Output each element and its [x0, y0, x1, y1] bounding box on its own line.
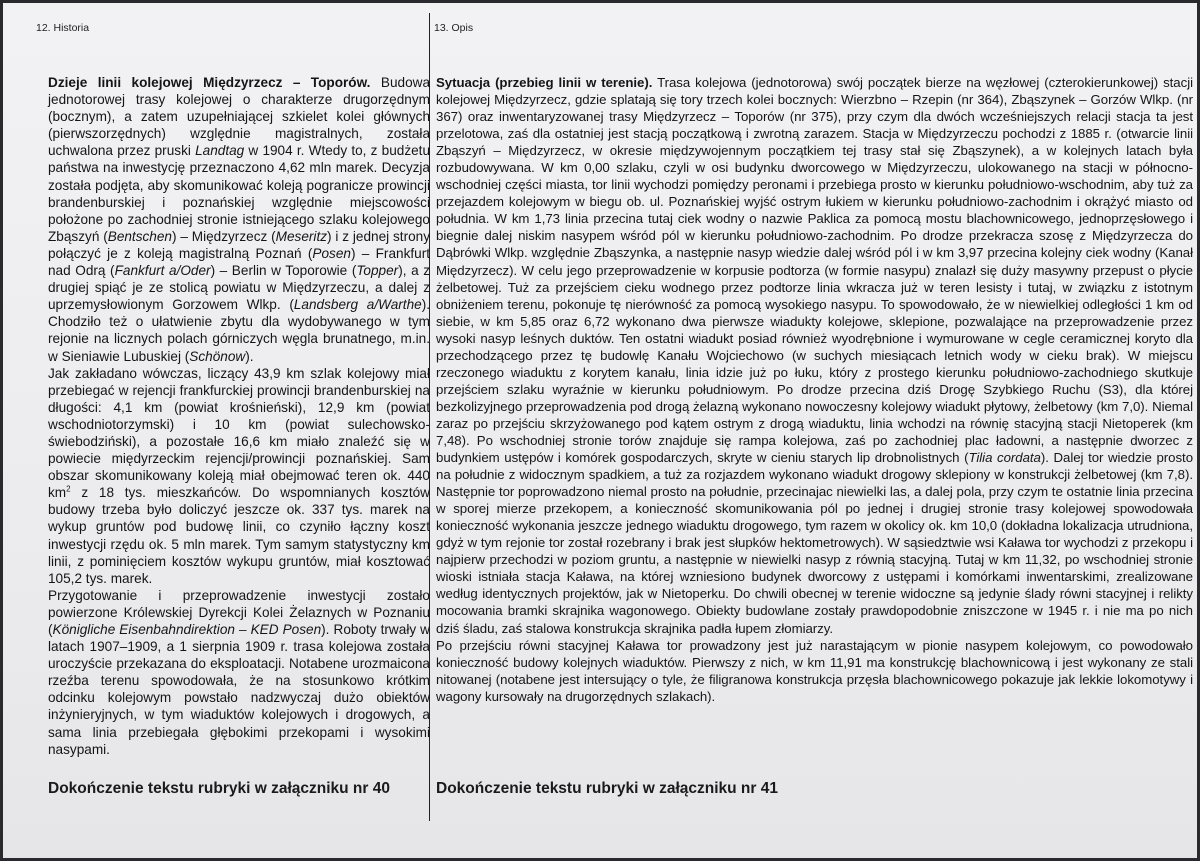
paragraph: Jak zakładano wówczas, liczący 43,9 km szlak kolejowy miał przebiegać w rejencji frankfurckiej prowincji brandenburskiej na długości: 4,1 km (powiat krośnieński), 12,9 km (powiat wschodniotorzymski) i 10 km (powiat sulechowsko-świebodziński), a pozostałe 16,6 km miało znaleźć się w powiecie międyrzeckim rejencji/prowincji poznańskiej. Sam obszar skomunikowany koleją miał obejmować teren ok. 440 $km^2$ z 18 tys. mieszkańców. Do wspomnianych kosztów budowy trzeba było doliczyć jeszcze ok. 337 tys. marek na wykup gruntów pod budowę linii, co czyniło łączny koszt inwestycji rzędu ok. 5 mln marek. Tym samym statystyczny km linii, z pominięciem kosztów wykupu gruntów, miał kosztować 105,2 tys. marek.: [48, 365, 430, 586]
paragraph: Po przejściu równi stacyjnej Kaława tor prowadzony jest już narastającym w pionie nasypem kolejowym, co powodowało konieczność budowy kolejnych wiaduktów. Pierwszy z nich, w km 11,91 ma konstrukcję blachownicową i jest wykonany ze stali nitowanej (notabene jest intersujący o tyle, że filigranowa konstrukcja przęsła blachownicowego pokazuje jak lekkie lokomotywy i wagony kursowały na drugorzędnych szlakach).: [436, 637, 1193, 704]
continuation-note-description: Dokończenie tekstu rubryki w załączniku nr 41: [436, 780, 778, 797]
history-text-column: [48, 74, 430, 758]
paragraph: Sytuacja (przebieg linii w terenie). Trasa kolejowa (jednotorowa) swój początek bierze na węzłowej (czterokierunkowej) stacji kolejowej Międzyrzecz, gdzie splatają się tory trzech kolei bocznych: Wierzbno – Rzepin (nr 364), Zbąszynek – Gorzów Wlkp. (nr 367) oraz inwentaryzowanej trasy Międzyrzecz – Toporów (nr 375), przy czym dla dwóch wcześniejszych relacji stacja ta jest przelotowa, zaś dla ostatniej jest stacją początkową i zwrotną zarazem. Stacja w Międzyrzeczu pochodzi z 1885 r. (otwarcie linii Zbąszyń – Międzyrzecz, w okresie międzywojennym początkiem tej trasy stał się Zbąszynek), a w kolejnych latach była rozbudowywana. W km 0,00 szlaku, czyli w osi budynku dworcowego w Międzyrzeczu, ulokowanego na stacji w północno-wschodniej części miasta, tor linii wychodzi pomiędzy peronami i przebiega prosto w kierunku południowo-wschodnim, aby tuż za przejazdem kolejowym w biegu ob. ul. Poznańskiej wyjść ostrym łukiem w kierunku południowo-zachodnim i okrążyć miasto od południa. W km 1,73 linia przecina tutaj ciek wodny o nazwie Paklica za pomocą mostu blachownicowego, jednoprzęsłowego i biegnie dalej niskim nasypem wśród pól w kierunku południowo-zachodnim. Po drodze przekracza szosę z Międzyrzecza do Dąbrówki Wlkp. względnie Zbąszynka, a następnie nasyp wiedzie dalej wśród pól i w km 3,97 przecina kolejny ciek wodny (Kanał Międzyrzecz). W celu jego przeprowadzenie w korpusie podtorza (w formie nasypu) znalazł się duży masywny przepust o płycie żelbetowej. Tuż za przejściem cieku wodnego przez podtorze linia wkracza już w teren lesisty i tutaj, w związku z istotnym obniżeniem terenu, pokonuje tę nierówność za pomocą wysokiego nasypu. To spowodowało, że w niewielkiej odległości 1 km od siebie, w km 5,85 oraz 6,72 wykonano dwa pierwsze wiadukty kolejowe, sklepione, pozwalające na przeprowadzenie przez wysoki nasyp leśnych duktów. Ten ostatni wiadukt posiad również wyodrębnione i wymurowane w cegle ceramicznej koryto dla przechodzącego przez tę budowlę Kanału Wojciechowo (w suchych miesiącach letnich wody w cieku brak). W miejscu rzeczonego wiaduktu z korytem kanału, linia idzie już po łuku, który z prostego kierunku południowo-zachodniego skutkuje przejściem szlaku wyraźnie w kierunku południowym. Po drodze przecina dziś Drogę Szybkiego Ruchu (S3), dla której bezkolizyjnego przeprowadzenia pod drogą żelazną wykonano nowoczesny kolejowy wiadukt płytowy, żelbetowy (km 7,0). Niemal zaraz po przejściu skrzyżowanego pod kątem ostrym z drogą wiaduktu, linia wchodzi na równię stacyjną stacji Nietoperek (km 7,48). Po wschodniej stronie torów znajduje się rampa kolejowa, zaś po zachodniej plac ładowni, a następnie dworzec z budynkiem ustępów i komórek gospodarczych, skryte w cieniu starych lip drobnolistnych (Tilia cordata). Dalej tor wiedzie prosto na południe z widocznym spadkiem, a tuż za rozjazdem wykonano wiadukt drogowy sklepiony w konstrukcji żelbetowej (km 7,8). Następnie tor poprowadzono niemal prosto na południe, przecinajac niewielki las, a dalej pola, przy czym te ostatnie linia przecina w sporej mierze przekopem, a konieczność skomunikowania pól po jednej i drugiej stronie trasy kolejowej spowodowała konieczność wykonania jeszcze jednego wiaduktu drogowego, tym razem w okolicy ok. km 10,0 (dokładna lokalizacja utrudniona, gdyż w tym rejonie tor został rozebrany i brak jest słupków hektometrowych). W sąsiedztwie wsi Kaława tor wychodzi z przekopu i najpierw przechodzi w poziom gruntu, a następnie w niewielki nasyp z równią stacyjną. Tutaj w km 11,32, po wschodniej stronie wioski istniała stacja Kaława, na której wzniesiono budynek dworcowy z ustępami i komórkami inwentarskimi, zrealizowane według identycznych projektów, jak w Nietoperku. Do chwili obecnej w terenie widoczne są jedynie ślady równi stacyjnej i relikty mocowania bramki skrajnika wagonowego. Obiekty budowlane zostały prawdopodobnie zniszczone w 1945 r. i nie ma po nich dziś śladu, zaś stalowa konstrukcja skrajnika padła łupem złomiarzy.: [436, 75, 1194, 636]
paragraph: Dzieje linii kolejowej Międzyrzecz – Toporów. Budowa jednotorowej trasy kolejowej o charakterze drugorzędnym (bocznym), a zatem uzupełniającej szkielet kolei głównych (pierwszorzędnych) względnie magistralnych, została uchwalona przez pruski Landtag w 1904 r. Wtedy to, z budżetu państwa na inwestycję przeznaczono 4,62 mln marek. Decyzja została podjęta, aby skomunikować koleją pogranicze prowincji brandenburskiej i poznańskiej względnie miejscowości położone po zachodniej stronie istniejącego szlaku kolejowego Zbąszyń (Bentschen) – Międzyrzecz (Meseritz) i z jednej strony połączyć je z koleją magistralną Poznań (Posen) – Frankfurt nad Odrą (Fankfurt a/Oder) – Berlin w Toporowie (Topper), a z drugiej spiąć je ze stolicą powiatu w Międzyrzeczu, a dalej z uprzemysłowionym Gorzowem Wlkp. (Landsberg a/Warthe). Chodziło też o ułatwienie zbytu dla wydobywanego w tym rejonie na licznych polach górniczych węgla brunatnego, m.in. w Sieniawie Lubuskiej (Schönow).: [48, 75, 431, 364]
paragraph: Przygotowanie i przeprowadzenie inwestycji zostało powierzone Królewskiej Dyrekcji Kolei Żelaznych w Poznaniu (Königliche Eisenbahndirektion – KED Posen). Roboty trwały w latach 1907–1909, a 1 sierpnia 1909 r. trasa kolejowa została uroczyście przekazana do eksploatacji. Notabene urozmaicona rzeźba terenu spowodowała, że na stosunkowo krótkim odcinku kolejowym powstało nadzwyczaj dużo obiektów inżynieryjnych, w tym wiaduktów kolejowych i drogowych, a sama linia przebiegała głębokimi przekopami i wysokimi nasypami.: [48, 587, 430, 757]
continuation-note-history: Dokończenie tekstu rubryki w załączniku nr 40: [48, 780, 390, 797]
section-heading-history: 12. Historia: [36, 22, 90, 34]
section-heading-description: 13. Opis: [434, 22, 474, 34]
document-page: [3, 3, 1197, 858]
description-text-column: [436, 74, 1193, 705]
